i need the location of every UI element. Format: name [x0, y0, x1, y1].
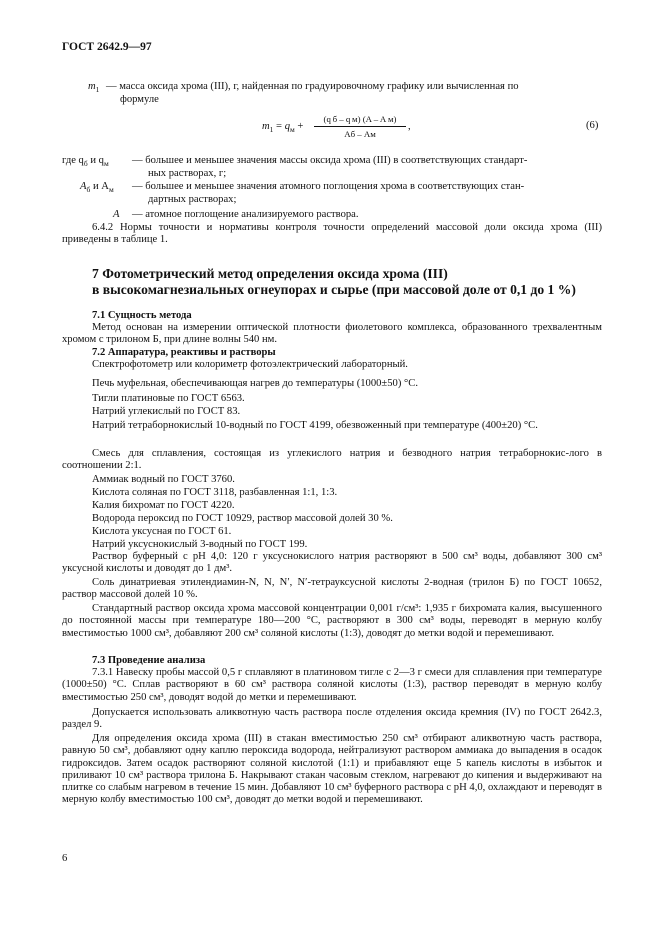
where-q-symbols: где $q_б$ и $q_м$ [62, 155, 109, 169]
paragraph-determination: Для определения оксида хрома (III) в стакан вместимостью 250 см³ отбирают аликвотную часть раствора, равную 50 см³, добавляют одну каплю пероксида водорода, нейтрализуют раствором аммиака до выпадения в осадок гидроксидов. Затем осадок растворяют соляной кислотой (1:1) и прибавляют еще 5 капель кислоты в избыток и приливают 10 см³ раствора трилона Б. Накрывают стакан часовым стеклом, нагревают до кипения и выдерживают на плитке со слабым нагревом в течение 15 мин. Добавляют 10 см³ буферного раствора с рН 4,0, охлаждают и переводят в мерную колбу вместимостью 100 см³, доводят до метки водой и перемешивают. [62, 733, 602, 806]
paragraph-mixture: Смесь для сплавления, состоящая из углекислого натрия и безводного натрия тетраборнокис-лого в соотношении 2:1. [62, 448, 602, 472]
list-item: Водорода пероксид по ГОСТ 10929, раствор массовой долей 30 %. [92, 513, 393, 524]
formula-6 [262, 113, 422, 149]
page-header-standard: ГОСТ 2642.9—97 [62, 41, 152, 53]
list-item: Калия бихромат по ГОСТ 4220. [92, 500, 235, 511]
paragraph-standard-solution: Стандартный раствор оксида хрома массовой концентрации 0,001 г/см³: 1,935 г бихромата калия, высушенного до постоянной массы при температуре 180—200 °С, растворяют в 300 см³ воды, переводят в мерную колбу вместимостью 1000 см³, добавляют 200 см³ соляной кислоты (1:3), доводят до метки водой и перемешивают. [62, 603, 602, 639]
where-a-symbols: $A_б$ и $A_м$ [80, 181, 114, 195]
paragraph-buffer: Раствор буферный с рН 4,0: 120 г уксуснокислого натрия растворяют в 500 см³ воды, добавляют 300 см³ уксусной кислоты и доводят до 1 дм³. [62, 551, 602, 575]
list-item: Натрий уксуснокислый 3-водный по ГОСТ 199. [92, 539, 308, 550]
formula-denominator: Aб – Aм [344, 129, 376, 139]
list-item: Тигли платиновые по ГОСТ 6563. [92, 393, 245, 404]
paragraph-trilon: Соль динатриевая этилендиамин-N, N, N′, N′-тетрауксусной кислоты 2-водная (трилон Б) по ГОСТ 10652, раствор массовой долей 10 %. [62, 577, 602, 601]
paragraph-7-3-1: 7.3.1 Навеску пробы массой 0,5 г сплавляют в платиновом тигле с 2—3 г смеси для сплавления при температуре (1000±50) °С. Сплав растворяют в 60 см³ раствора соляной кислоты (1:3), раствор переводят в мерную колбу вместимостью 250 см³, доводят водой до метки и перемешивают. [62, 667, 602, 703]
page-number: 6 [62, 853, 68, 864]
paragraph-7-1: Метод основан на измерении оптической плотности фиолетового комплекса, образованного трехвалентным хромом с трилоном Б, при длине волны 540 нм. [62, 322, 602, 346]
formula-comma: , [408, 121, 411, 132]
list-item: Кислота уксусная по ГОСТ 61. [92, 526, 232, 537]
paragraph-6-4-2: 6.4.2 Нормы точности и нормативы контроля точности определений массовой доли оксида хрома (III) приведены в таблице 1. [62, 222, 602, 246]
list-item: Натрий углекислый по ГОСТ 83. [92, 406, 241, 417]
where-a-single-symbol: A [113, 209, 120, 220]
where-a-single-text: — атомное поглощение анализируемого раствора. [132, 209, 359, 220]
m1-definition-line1: — масса оксида хрома (III), г, найденная по градуировочному графику или вычисленная по [106, 81, 519, 92]
paragraph-allow: Допускается использовать аликвотную часть раствора после отделения оксида кремния (IV) по ГОСТ 2642.3, раздел 9. [62, 707, 602, 731]
m1-definition-line2: формуле [120, 94, 159, 105]
m1-symbol: $m_1$ [88, 81, 100, 95]
list-item: Кислота соляная по ГОСТ 3118, разбавленная 1:1, 1:3. [92, 487, 338, 498]
heading-7-3: 7.3 Проведение анализа [92, 655, 206, 666]
formula-numerator: (q б – q м) (A – A м) [323, 114, 397, 124]
section-7-title: 7 Фотометрический метод определения оксида хрома (III) в высокомагнезиальных огнеупорах и сырье (при массовой доле от 0,1 до 1 %) [92, 266, 576, 297]
paragraph-borax: Натрий тетраборнокислый 10-водный по ГОСТ 4199, обезвоженный при температуре (400±20) °С. [92, 420, 538, 431]
where-q-line1: — большее и меньшее значения массы оксида хрома (III) в соответствующих стандарт- [132, 155, 528, 166]
list-item: Спектрофотометр или колориметр фотоэлектрический лабораторный. [92, 359, 408, 370]
where-a-line1: — большее и меньшее значения атомного поглощения хрома в соответствующих стан- [132, 181, 525, 192]
formula-lhs: $m_1 = q_м$ + [262, 121, 304, 135]
where-q-line2: ных растворах, г; [148, 168, 227, 179]
heading-7-2: 7.2 Аппаратура, реактивы и растворы [92, 347, 276, 358]
where-a-line2: дартных растворах; [148, 194, 237, 205]
formula-fraction [314, 113, 406, 140]
equation-number: (6) [586, 120, 599, 131]
list-item: Печь муфельная, обеспечивающая нагрев до температуры (1000±50) °С. [92, 378, 418, 389]
fraction-bar [314, 126, 406, 127]
heading-7-1: 7.1 Сущность метода [92, 310, 192, 321]
list-item: Аммиак водный по ГОСТ 3760. [92, 474, 235, 485]
